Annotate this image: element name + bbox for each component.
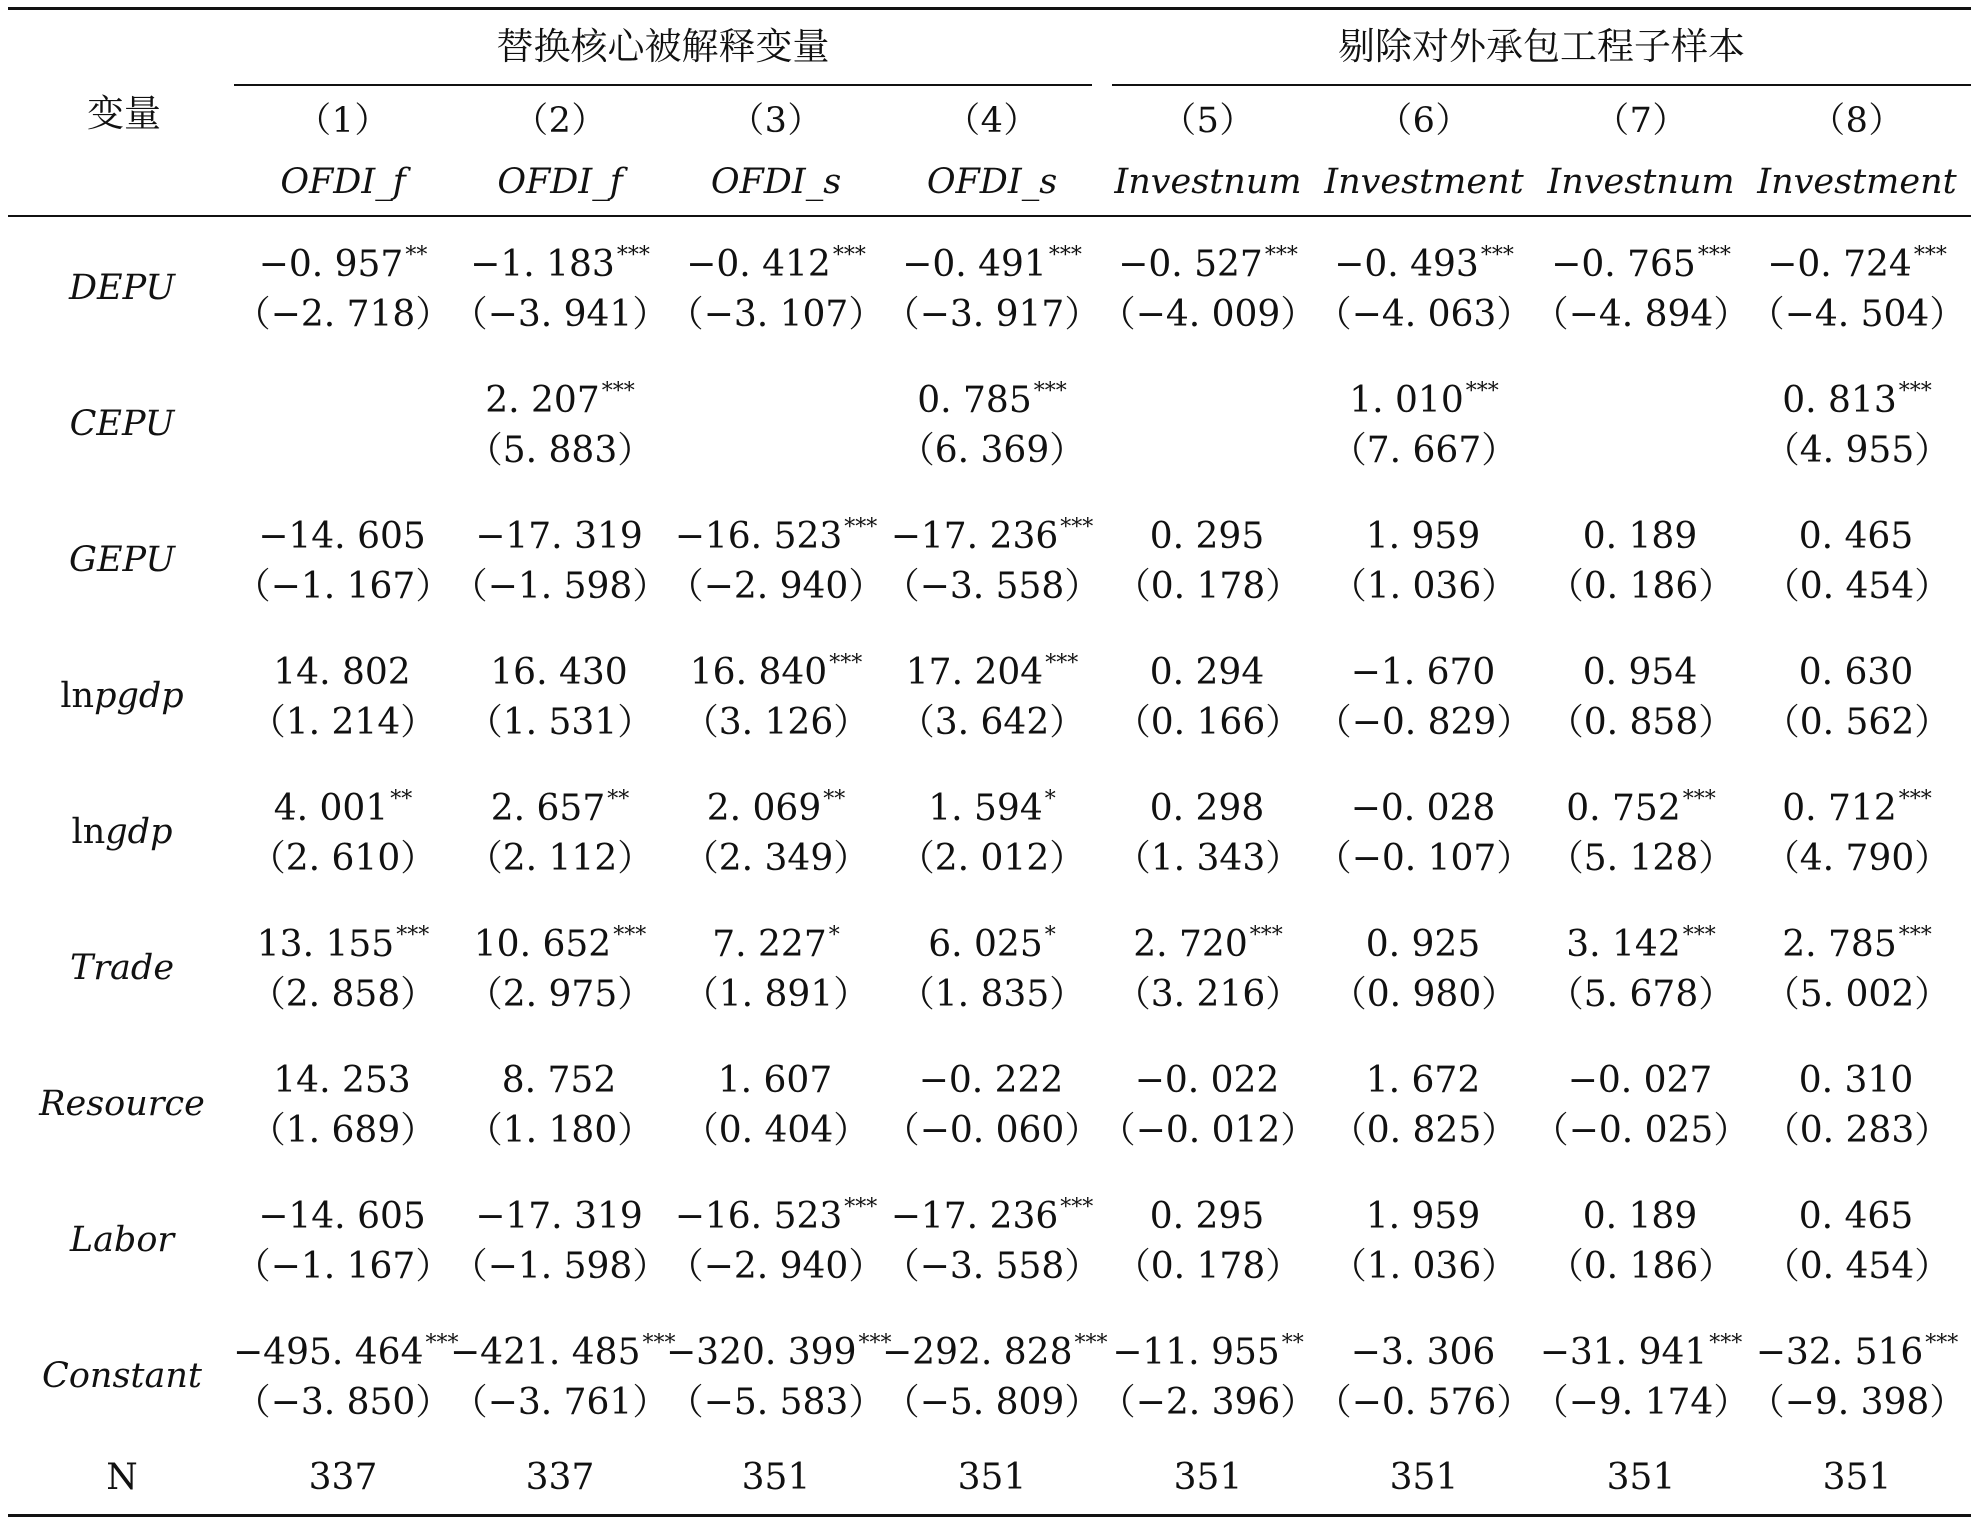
coefficient-value: −3. 306 [1350, 1332, 1496, 1373]
coefficient-value: 1. 959 [1365, 1196, 1481, 1237]
t-statistic: （2. 012） [898, 838, 1086, 879]
variable-name [22, 676, 222, 716]
t-statistic: （−0. 060） [883, 1110, 1101, 1151]
t-statistic: （0. 178） [1114, 566, 1302, 607]
significance-stars: *** [1925, 1331, 1959, 1356]
coefficient-cell [1747, 789, 1967, 827]
coefficient-value: −0. 027 [1567, 1060, 1713, 1101]
coefficient-cell [1747, 517, 1967, 555]
coefficient-cell [1747, 925, 1967, 963]
column-number: （1） [296, 101, 390, 141]
coefficient-value: 16. 430 [490, 652, 628, 693]
coefficient-cell [1098, 653, 1318, 691]
coefficient-cell [666, 1331, 892, 1373]
coefficient-cell [1747, 245, 1967, 283]
t-statistic: （1. 835） [898, 974, 1086, 1015]
t-statistic: （−4. 009） [1099, 294, 1317, 335]
variable-label: DEPU [68, 268, 176, 308]
coefficient-cell [1314, 1197, 1534, 1235]
t-statistic: （2. 975） [466, 974, 654, 1015]
t-statistic: （−2. 940） [667, 1246, 885, 1287]
significance-stars: *** [1913, 243, 1947, 268]
t-statistic: （4. 955） [1763, 430, 1951, 471]
coefficient-cell [233, 381, 453, 419]
column-number: （7） [1594, 101, 1688, 141]
coefficient-cell [450, 1197, 670, 1235]
coefficient-value: 1. 594 [928, 788, 1043, 829]
coefficient-value: −0. 222 [918, 1060, 1064, 1101]
coefficient-value: 4. 001 [273, 788, 389, 829]
coefficient-value: 2. 785 [1782, 924, 1897, 965]
column-number: （5） [1161, 101, 1255, 141]
coefficient-cell [1314, 1061, 1534, 1099]
t-statistic: （5. 128） [1547, 838, 1735, 879]
bottom-rule [8, 1514, 1971, 1517]
coefficient-value: −0. 724 [1767, 244, 1912, 285]
t-statistic: （3. 216） [1114, 974, 1302, 1015]
coefficient-value: 1. 672 [1365, 1060, 1481, 1101]
t-statistic: （3. 126） [682, 702, 870, 743]
coefficient-value: −14. 605 [258, 516, 426, 557]
coefficient-cell [233, 517, 453, 555]
t-statistic: （7. 667） [1330, 430, 1518, 471]
coefficient-value: 0. 630 [1798, 652, 1914, 693]
t-statistic: （1. 343） [1114, 838, 1302, 879]
variable-label: GEPU [69, 540, 175, 580]
variable-name [22, 812, 222, 852]
coefficient-value: 3. 142 [1566, 924, 1681, 965]
coefficient-value: 0. 752 [1566, 788, 1681, 829]
t-statistic: （−9. 174） [1532, 1382, 1750, 1423]
significance-stars: *** [1465, 379, 1499, 404]
column-number: （3） [729, 101, 823, 141]
t-statistic: （−3. 558） [883, 566, 1101, 607]
top-rule [8, 7, 1971, 10]
coefficient-value: 7. 227 [712, 924, 827, 965]
column-number: （6） [1377, 101, 1471, 141]
variable-label: pgdp [94, 676, 184, 716]
coefficient-value: 0. 295 [1149, 516, 1265, 557]
coefficient-value: −0. 491 [902, 244, 1047, 285]
t-statistic: （−3. 917） [883, 294, 1101, 335]
coefficient-cell [233, 1331, 459, 1373]
t-statistic: （0. 825） [1330, 1110, 1518, 1151]
significance-stars: *** [1682, 787, 1716, 812]
coefficient-cell [1314, 381, 1534, 419]
coefficient-cell [1098, 789, 1318, 827]
significance-stars: *** [425, 1331, 459, 1356]
significance-stars: *** [1060, 515, 1094, 540]
t-statistic: （0. 858） [1547, 702, 1735, 743]
group-rule-left [234, 84, 1092, 86]
t-statistic: （6. 369） [898, 430, 1086, 471]
coefficient-value: −0. 493 [1334, 244, 1479, 285]
coefficient-cell [450, 517, 670, 555]
significance-stars: *** [1682, 923, 1716, 948]
coefficient-value: 0. 954 [1582, 652, 1698, 693]
coefficient-cell [1531, 653, 1751, 691]
t-statistic: （0. 454） [1763, 566, 1951, 607]
coefficient-cell [233, 245, 453, 283]
coefficient-value: 0. 785 [917, 380, 1032, 421]
significance-stars: *** [1264, 243, 1298, 268]
group-header-right: 剔除对外承包工程子样本 [1338, 25, 1745, 68]
variable-label: Labor [69, 1220, 175, 1260]
coefficient-cell [882, 1061, 1102, 1099]
coefficient-cell [666, 1061, 886, 1099]
variable-name [22, 1220, 222, 1260]
observation-count: 351 [741, 1457, 811, 1498]
dependent-variable: Investment [1324, 162, 1524, 202]
coefficient-cell [1098, 245, 1318, 283]
coefficient-value: 8. 752 [501, 1060, 617, 1101]
variable-name [22, 948, 222, 988]
variable-name [22, 540, 222, 580]
t-statistic: （4. 790） [1763, 838, 1951, 879]
coefficient-cell [1314, 653, 1534, 691]
significance-stars: * [1044, 787, 1056, 812]
significance-stars: *** [616, 243, 650, 268]
t-statistic: （−0. 025） [1532, 1110, 1750, 1151]
t-statistic: （0. 178） [1114, 1246, 1302, 1287]
coefficient-cell [450, 381, 670, 419]
coefficient-cell [882, 789, 1102, 827]
significance-stars: *** [396, 923, 430, 948]
significance-stars: *** [1249, 923, 1283, 948]
t-statistic: （−1. 167） [234, 566, 452, 607]
coefficient-value: 6. 025 [928, 924, 1043, 965]
header-bottom-rule [8, 215, 1971, 217]
coefficient-cell [1098, 381, 1318, 419]
coefficient-value: 10. 652 [473, 924, 612, 965]
coefficient-value: −17. 319 [475, 1196, 643, 1237]
variable-name [22, 404, 222, 444]
coefficient-value: −32. 516 [1755, 1332, 1924, 1373]
significance-stars: * [1044, 923, 1056, 948]
coefficient-cell [1098, 925, 1318, 963]
significance-stars: *** [642, 1331, 676, 1356]
t-statistic: （0. 454） [1763, 1246, 1951, 1287]
coefficient-cell [1098, 517, 1318, 555]
t-statistic: （−2. 718） [234, 294, 452, 335]
t-statistic: （−3. 941） [451, 294, 669, 335]
dependent-variable: Investment [1757, 162, 1957, 202]
significance-stars: *** [844, 515, 878, 540]
t-statistic: （−9. 398） [1748, 1382, 1966, 1423]
t-statistic: （−4. 063） [1315, 294, 1533, 335]
coefficient-cell [1531, 381, 1751, 419]
coefficient-value: 1. 607 [717, 1060, 833, 1101]
significance-stars: *** [1048, 243, 1082, 268]
significance-stars: *** [1074, 1331, 1108, 1356]
significance-stars: *** [829, 651, 863, 676]
t-statistic: （1. 689） [249, 1110, 437, 1151]
coefficient-value: 14. 253 [273, 1060, 411, 1101]
coefficient-value: −495. 464 [233, 1332, 424, 1373]
coefficient-cell [666, 789, 886, 827]
variable-label: Trade [69, 948, 175, 988]
coefficient-value: −0. 412 [686, 244, 831, 285]
t-statistic: （−4. 504） [1748, 294, 1966, 335]
coefficient-value: 0. 298 [1149, 788, 1265, 829]
t-statistic: （5. 002） [1763, 974, 1951, 1015]
significance-stars: *** [1697, 243, 1731, 268]
coefficient-value: −11. 955 [1112, 1332, 1280, 1373]
dependent-variable: OFDI_s [926, 162, 1058, 202]
coefficient-cell [666, 517, 886, 555]
t-statistic: （−0. 829） [1315, 702, 1533, 743]
column-number: （2） [513, 101, 607, 141]
significance-stars: *** [1060, 1195, 1094, 1220]
coefficient-cell [1747, 1333, 1967, 1371]
dependent-variable: OFDI_f [280, 162, 406, 202]
coefficient-cell [233, 789, 453, 827]
observation-count: 351 [1606, 1457, 1676, 1498]
coefficient-value: −0. 028 [1350, 788, 1496, 829]
coefficient-value: −17. 319 [475, 516, 643, 557]
t-statistic: （−0. 576） [1315, 1382, 1533, 1423]
significance-stars: *** [1045, 651, 1079, 676]
significance-stars: *** [601, 379, 635, 404]
observation-count: 351 [1822, 1457, 1892, 1498]
t-statistic: （5. 678） [1547, 974, 1735, 1015]
coefficient-value: 0. 813 [1782, 380, 1897, 421]
variable-label: Constant [42, 1356, 202, 1396]
t-statistic: （2. 112） [466, 838, 654, 879]
significance-stars: *** [1709, 1331, 1743, 1356]
coefficient-value: 1. 010 [1349, 380, 1464, 421]
coefficient-value: −421. 485 [450, 1332, 641, 1373]
coefficient-cell [233, 1061, 453, 1099]
coefficient-value: −0. 022 [1134, 1060, 1280, 1101]
coefficient-cell [1098, 1061, 1318, 1099]
variable-prefix: ln [60, 676, 95, 716]
coefficient-value: 2. 207 [485, 380, 600, 421]
coefficient-cell [1531, 1061, 1751, 1099]
t-statistic: （1. 531） [466, 702, 654, 743]
significance-stars: *** [1898, 923, 1932, 948]
coefficient-value: 2. 657 [490, 788, 606, 829]
coefficient-cell [1098, 1197, 1318, 1235]
coefficient-cell [1531, 517, 1751, 555]
coefficient-value: 0. 294 [1149, 652, 1265, 693]
t-statistic: （0. 562） [1763, 702, 1951, 743]
significance-stars: *** [1033, 379, 1067, 404]
coefficient-cell [450, 1061, 670, 1099]
dependent-variable: OFDI_f [497, 162, 623, 202]
t-statistic: （−3. 107） [667, 294, 885, 335]
coefficient-value: 17. 204 [905, 652, 1044, 693]
coefficient-value: 0. 712 [1782, 788, 1897, 829]
t-statistic: （0. 404） [682, 1110, 870, 1151]
coefficient-cell [1531, 245, 1751, 283]
coefficient-value: 2. 069 [706, 788, 822, 829]
dependent-variable: Investnum [1114, 162, 1302, 202]
coefficient-value: −0. 765 [1551, 244, 1696, 285]
coefficient-value: −17. 236 [890, 516, 1059, 557]
t-statistic: （0. 186） [1547, 1246, 1735, 1287]
significance-stars: ** [405, 243, 428, 268]
t-statistic: （0. 186） [1547, 566, 1735, 607]
coefficient-value: −0. 527 [1118, 244, 1263, 285]
coefficient-cell [450, 1331, 676, 1373]
t-statistic: （−1. 598） [451, 1246, 669, 1287]
dependent-variable: Investnum [1547, 162, 1735, 202]
t-statistic: （0. 283） [1763, 1110, 1951, 1151]
t-statistic: （−3. 761） [451, 1382, 669, 1423]
stub-header: 变量 [87, 92, 161, 135]
coefficient-cell [1531, 1197, 1751, 1235]
coefficient-cell [233, 925, 453, 963]
coefficient-cell [1531, 1333, 1751, 1371]
coefficient-value: 0. 189 [1582, 1196, 1698, 1237]
variable-name [22, 1084, 222, 1124]
coefficient-cell [233, 1197, 453, 1235]
t-statistic: （−0. 012） [1099, 1110, 1317, 1151]
t-statistic: （−4. 894） [1532, 294, 1750, 335]
t-statistic: （−1. 167） [234, 1246, 452, 1287]
coefficient-value: 13. 155 [256, 924, 395, 965]
coefficient-cell [666, 381, 886, 419]
coefficient-cell [1314, 789, 1534, 827]
t-statistic: （−2. 940） [667, 566, 885, 607]
coefficient-value: −320. 399 [666, 1332, 857, 1373]
observation-count: 337 [525, 1457, 595, 1498]
coefficient-cell [450, 245, 670, 283]
significance-stars: *** [832, 243, 866, 268]
coefficient-value: 16. 840 [689, 652, 828, 693]
t-statistic: （1. 036） [1330, 566, 1518, 607]
coefficient-cell [1314, 517, 1534, 555]
coefficient-value: −16. 523 [674, 1196, 843, 1237]
variable-name [22, 1356, 222, 1396]
coefficient-cell [882, 1331, 1108, 1373]
coefficient-value: −1. 183 [470, 244, 615, 285]
column-number: （4） [945, 101, 1039, 141]
t-statistic: （1. 891） [682, 974, 870, 1015]
t-statistic: （3. 642） [898, 702, 1086, 743]
coefficient-cell [1747, 653, 1967, 691]
observation-count: 351 [1389, 1457, 1459, 1498]
observation-count: 351 [957, 1457, 1027, 1498]
significance-stars: *** [844, 1195, 878, 1220]
coefficient-cell [1098, 1333, 1318, 1371]
coefficient-cell [882, 1197, 1102, 1235]
coefficient-value: −1. 670 [1350, 652, 1496, 693]
coefficient-cell [1531, 925, 1751, 963]
t-statistic: （2. 610） [249, 838, 437, 879]
coefficient-value: −292. 828 [882, 1332, 1073, 1373]
coefficient-cell [882, 245, 1102, 283]
coefficient-cell [1531, 789, 1751, 827]
coefficient-cell [1747, 381, 1967, 419]
coefficient-value: −17. 236 [890, 1196, 1059, 1237]
coefficient-value: 2. 720 [1133, 924, 1248, 965]
coefficient-value: 0. 310 [1798, 1060, 1914, 1101]
coefficient-cell [233, 653, 453, 691]
observation-count: 337 [308, 1457, 378, 1498]
coefficient-value: −14. 605 [258, 1196, 426, 1237]
significance-stars: *** [1898, 379, 1932, 404]
t-statistic: （2. 858） [249, 974, 437, 1015]
t-statistic: （0. 166） [1114, 702, 1302, 743]
significance-stars: *** [1898, 787, 1932, 812]
group-rule-right [1112, 84, 1971, 86]
coefficient-cell [1314, 925, 1534, 963]
significance-stars: *** [613, 923, 647, 948]
coefficient-value: −0. 957 [258, 244, 404, 285]
t-statistic: （−0. 107） [1315, 838, 1533, 879]
significance-stars: ** [390, 787, 413, 812]
coefficient-cell [1747, 1061, 1967, 1099]
coefficient-cell [882, 381, 1102, 419]
significance-stars: * [828, 923, 840, 948]
coefficient-cell [1314, 1333, 1534, 1371]
t-statistic: （1. 214） [249, 702, 437, 743]
significance-stars: ** [607, 787, 630, 812]
coefficient-value: 1. 959 [1365, 516, 1481, 557]
t-statistic: （−3. 558） [883, 1246, 1101, 1287]
variable-prefix: ln [71, 812, 106, 852]
variable-name [22, 268, 222, 308]
t-statistic: （5. 883） [466, 430, 654, 471]
coefficient-cell [1747, 1197, 1967, 1235]
coefficient-value: 0. 925 [1365, 924, 1481, 965]
t-statistic: （−2. 396） [1099, 1382, 1317, 1423]
coefficient-value: −31. 941 [1539, 1332, 1708, 1373]
coefficient-value: 0. 189 [1582, 516, 1698, 557]
t-statistic: （1. 180） [466, 1110, 654, 1151]
significance-stars: ** [823, 787, 846, 812]
coefficient-cell [666, 925, 886, 963]
coefficient-cell [882, 653, 1102, 691]
coefficient-cell [450, 653, 670, 691]
coefficient-value: 14. 802 [273, 652, 411, 693]
coefficient-cell [450, 789, 670, 827]
t-statistic: （2. 349） [682, 838, 870, 879]
coefficient-value: 0. 295 [1149, 1196, 1265, 1237]
significance-stars: ** [1281, 1331, 1304, 1356]
coefficient-cell [450, 925, 670, 963]
coefficient-cell [666, 245, 886, 283]
coefficient-cell [882, 925, 1102, 963]
variable-label: CEPU [69, 404, 175, 444]
coefficient-cell [666, 1197, 886, 1235]
coefficient-cell [1314, 245, 1534, 283]
variable-label: Resource [39, 1084, 205, 1124]
significance-stars: *** [1480, 243, 1514, 268]
group-header-left: 替换核心被解释变量 [496, 25, 830, 68]
t-statistic: （0. 980） [1330, 974, 1518, 1015]
variable-label: gdp [105, 812, 173, 852]
coefficient-cell [882, 517, 1102, 555]
t-statistic: （−1. 598） [451, 566, 669, 607]
dependent-variable: OFDI_s [710, 162, 842, 202]
observation-count: 351 [1173, 1457, 1243, 1498]
coefficient-value: −16. 523 [674, 516, 843, 557]
t-statistic: （−3. 850） [234, 1382, 452, 1423]
coefficient-value: 0. 465 [1798, 1196, 1914, 1237]
t-statistic: （−5. 809） [883, 1382, 1101, 1423]
t-statistic: （−5. 583） [667, 1382, 885, 1423]
t-statistic: （1. 036） [1330, 1246, 1518, 1287]
significance-stars: *** [858, 1331, 892, 1356]
coefficient-cell [666, 653, 886, 691]
n-label: N [106, 1457, 138, 1498]
coefficient-value: 0. 465 [1798, 516, 1914, 557]
column-number: （8） [1810, 101, 1904, 141]
